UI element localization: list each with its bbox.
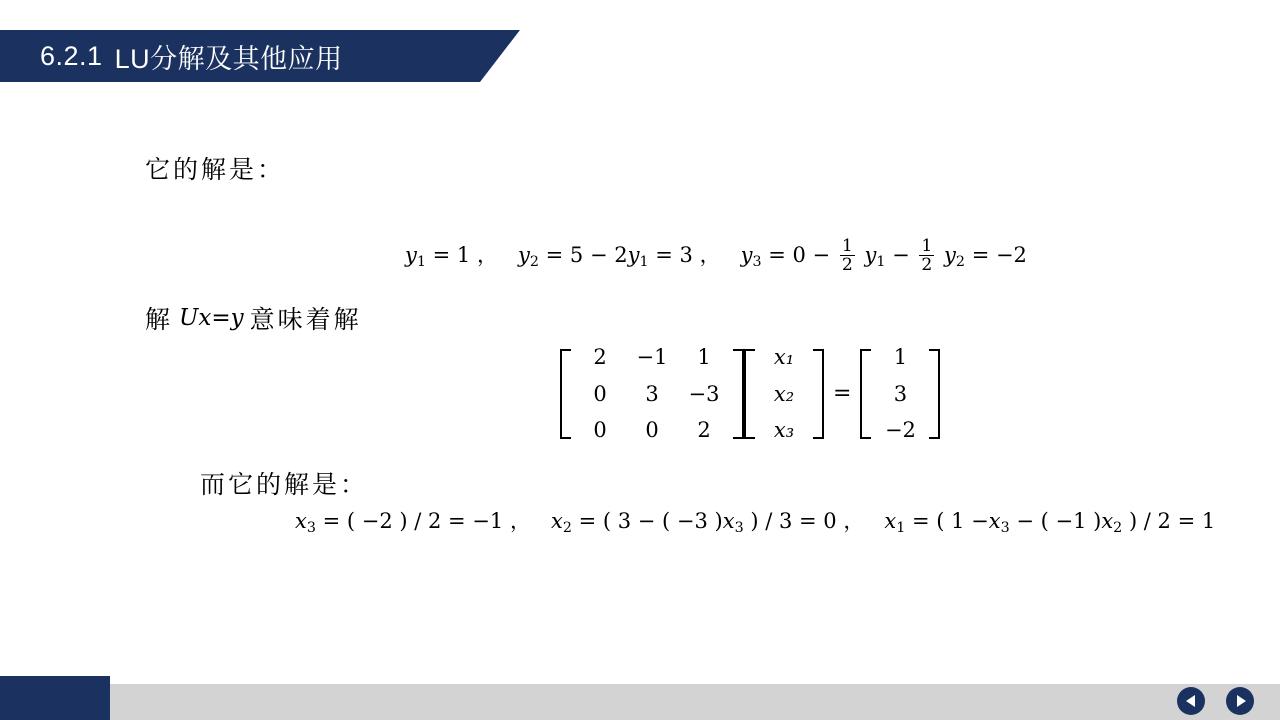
sub-y2-term: 1 [639,254,649,271]
vector-b-bracket [860,335,940,453]
sub-y3: 3 [752,254,762,271]
x3-rhs: = ( −2 ) / 2 = −1 [322,509,504,533]
bracket-left-bar [560,349,571,439]
sub-x2-term: 3 [734,519,744,536]
sub-x1-term2: 2 [1113,519,1123,536]
bracket-left-bar [744,349,755,439]
vector-x-cell: x₃ [773,418,795,443]
var-y3-term2: y [944,243,956,268]
y3-minus: − [892,243,910,268]
var-x2: x [550,509,563,533]
y2-rhs-b: = 3 [655,243,693,268]
vector-x-cell: x₁ [773,345,795,369]
y2-rhs-a: = 5 − 2 [545,243,628,268]
var-x1-term2: x [1101,509,1114,533]
sub-x3: 3 [306,519,316,536]
equation-x-values [295,505,1215,536]
matrix-a-cell: −1 [636,345,668,369]
footer-dark-block [0,676,110,720]
slide-content [0,100,1280,660]
eq-sep-2: ， [699,243,721,268]
matrix-a-cell: 0 [645,418,659,443]
sub-x2: 2 [562,519,572,536]
matrix-equals-sign: = [833,381,852,407]
arrow-left-icon [1186,695,1195,707]
vector-x-cell: x₂ [773,381,795,406]
vector-b-cell: 1 [893,345,908,369]
bracket-left-bar [860,349,871,439]
slide-title-number: 6.2.1 [40,40,103,71]
equation-y-values [405,238,1027,275]
matrix-a-bracket [560,335,744,453]
solve-prefix: 解 [145,305,174,334]
fraction-denominator: 2 [841,255,853,276]
bracket-right-bar [929,349,940,439]
matrix-a-cell: 2 [697,418,711,443]
sub-y3-term2: 2 [955,254,965,271]
sub-y3-term1: 1 [876,254,886,271]
y1-rhs: = 1 [432,243,471,268]
bracket-right-bar [733,349,744,439]
x1-rhs-b: − ( −1 ) [1016,509,1102,533]
next-slide-button[interactable] [1226,687,1254,715]
matrix-equation [560,335,940,453]
matrix-a-cell: 1 [697,345,711,369]
y3-rhs-a: = 0 − [768,243,831,268]
footer-grey-bar [110,684,1280,720]
var-y1: y [405,243,417,268]
var-x3: x [295,509,307,533]
eq-sep-1: ， [476,243,498,268]
arrow-right-icon [1237,695,1246,707]
eqx-sep-1: ， [509,509,531,533]
banner-tail-shape [480,30,520,82]
y3-rhs-b: = −2 [971,243,1027,268]
x1-rhs-c: ) / 2 = 1 [1128,509,1216,533]
vector-b [871,339,929,449]
var-x1-term1: x [988,509,1001,533]
sub-x1: 1 [896,519,906,536]
previous-slide-button[interactable] [1177,687,1205,715]
x2-rhs-a: = ( 3 − ( −3 ) [578,509,723,533]
x1-rhs-a: = ( 1 − [911,509,989,533]
fraction-denominator: 2 [921,255,933,276]
sub-y2: 2 [529,254,539,271]
fraction-numerator: 1 [841,236,853,256]
vector-b-cell: 3 [893,381,908,406]
matrix-a [571,339,733,449]
sub-y1: 1 [416,254,426,271]
x2-rhs-b: ) / 3 = 0 [750,509,837,533]
bracket-right-bar [813,349,824,439]
var-y2-term: y [627,243,640,268]
fraction-numerator: 1 [921,236,933,256]
solve-math-expression: Ux=y [179,305,244,331]
slide-title-banner [0,30,480,82]
var-y2: y [518,243,530,268]
var-y3: y [740,243,753,268]
text-solve-ux-line [145,300,362,336]
var-x1: x [884,509,897,533]
matrix-a-cell: 2 [593,345,607,369]
vector-x-bracket [744,335,824,453]
solve-suffix: 意味着解 [249,305,362,334]
var-x2-term: x [722,509,735,533]
slide-footer [0,676,1280,720]
eqx-sep-2: ， [843,509,865,533]
matrix-a-cell: 0 [593,381,607,406]
sub-x1-term1: 3 [1000,519,1010,536]
fraction-one-half-a [840,237,855,274]
slide-title-text: LU分解及其他应用 [114,43,343,74]
text-and-its-solution: 而它的解是： [200,470,369,499]
fraction-one-half-b [919,237,934,274]
vector-b-cell: −2 [884,418,916,443]
var-y3-term1: y [864,243,877,268]
matrix-a-cell: 0 [593,418,607,443]
matrix-a-cell: 3 [645,381,659,406]
matrix-a-cell: −3 [688,381,720,406]
text-solution-is: 它的解是： [145,155,286,184]
vector-x [755,339,813,449]
